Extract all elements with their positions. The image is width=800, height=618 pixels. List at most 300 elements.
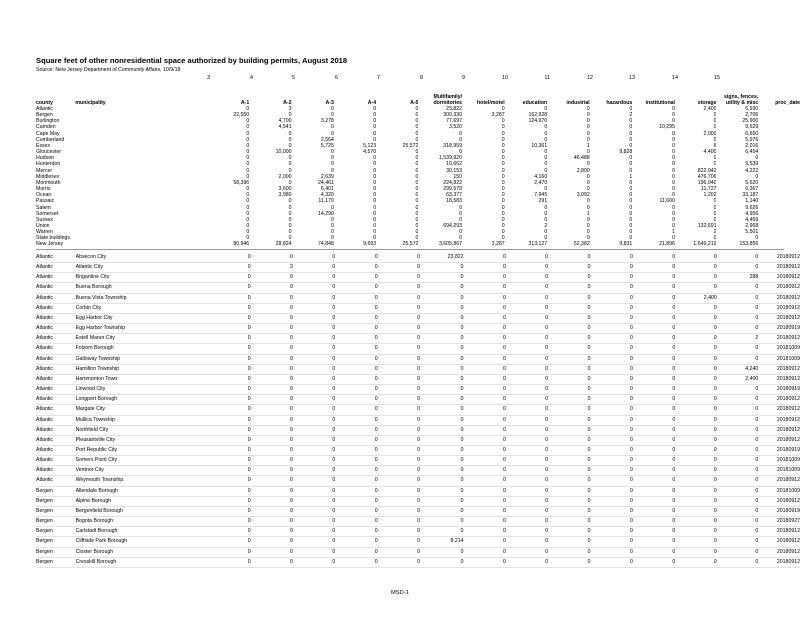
value-cell: 0: [548, 537, 590, 547]
value-cell: 0: [464, 547, 506, 557]
value-cell: 313,127: [528, 241, 548, 248]
value-cell: 0: [420, 496, 464, 506]
proc-date-cell: 20181009: [758, 344, 800, 354]
value-cell: 0: [464, 395, 506, 405]
value-cell: 0: [335, 506, 377, 516]
value-cell: 0: [717, 456, 759, 466]
value-cell: 4,320: [320, 192, 334, 199]
header-signs-line2: utility & misc: [725, 99, 759, 106]
value-cell: 0: [208, 486, 250, 496]
value-cell: 6,367: [745, 186, 759, 193]
value-cell: 0: [506, 527, 548, 537]
value-cell: 0: [506, 253, 548, 263]
county-cell: Atlantic: [36, 263, 76, 273]
value-cell: 1: [629, 173, 633, 180]
value-cell: 0: [633, 547, 675, 557]
value-cell: 0: [335, 334, 377, 344]
value-cell: 0: [506, 374, 548, 384]
value-cell: 0: [633, 293, 675, 303]
proc-date-cell: 20180912: [758, 303, 800, 313]
value-cell: 0: [415, 229, 419, 236]
county-cell: Bergen: [36, 537, 76, 547]
value-cell: 0: [378, 445, 420, 455]
value-cell: 0: [293, 527, 335, 537]
header-municipality: municipality: [75, 99, 106, 106]
value-cell: 0: [459, 229, 463, 236]
value-cell: 0: [591, 496, 633, 506]
value-cell: 0: [378, 364, 420, 374]
value-cell: 0: [335, 273, 377, 283]
county-cell: Bergen: [36, 496, 76, 506]
municipality-cell: Northfield City: [76, 425, 209, 435]
value-cell: 0: [586, 229, 590, 236]
value-cell: 0: [378, 476, 420, 486]
value-cell: 0: [629, 210, 633, 217]
value-cell: 0: [675, 324, 717, 334]
value-cell: 0: [246, 235, 250, 242]
table-row: [36, 344, 800, 354]
value-cell: 0: [251, 496, 293, 506]
value-cell: 0: [717, 425, 759, 435]
value-cell: 0: [672, 222, 675, 229]
value-cell: 0: [373, 186, 377, 193]
col-number: 12: [587, 75, 593, 81]
value-cell: 0: [378, 324, 420, 334]
value-cell: 0: [251, 273, 293, 283]
value-cell: 0: [373, 192, 377, 199]
value-cell: 0: [464, 527, 506, 537]
value-cell: 0: [459, 216, 463, 223]
value-cell: 33,187: [742, 192, 759, 199]
value-cell: 0: [420, 313, 464, 323]
table-row: [36, 557, 800, 567]
value-cell: 2: [713, 229, 717, 236]
value-cell: 476,706: [697, 173, 717, 180]
value-cell: 0: [506, 303, 548, 313]
value-cell: 0: [501, 204, 505, 211]
header-a3: A-3: [325, 99, 334, 106]
value-cell: 0: [459, 149, 463, 156]
value-cell: 0: [293, 303, 335, 313]
value-cell: 0: [548, 374, 590, 384]
table-row: [36, 496, 800, 506]
value-cell: 0: [420, 466, 464, 476]
value-cell: 0: [506, 486, 548, 496]
value-cell: 0: [633, 466, 675, 476]
value-cell: 0: [591, 313, 633, 323]
value-cell: 77,697: [446, 118, 463, 125]
col-number: 10: [502, 75, 508, 81]
value-cell: 0: [544, 124, 548, 131]
value-cell: 0: [373, 118, 377, 125]
value-cell: 0: [373, 112, 377, 119]
value-cell: 0: [246, 229, 250, 236]
value-cell: 0: [208, 527, 250, 537]
municipality-cell: Weymouth Township: [76, 476, 209, 486]
value-cell: 0: [548, 273, 590, 283]
value-cell: 0: [288, 198, 292, 205]
value-cell: 0: [420, 435, 464, 445]
value-cell: 0: [330, 130, 334, 137]
value-cell: 0: [464, 405, 506, 415]
value-cell: 0: [501, 149, 505, 156]
value-cell: 0: [544, 130, 548, 137]
value-cell: 0: [591, 324, 633, 334]
value-cell: 0: [629, 167, 633, 174]
value-cell: 0: [672, 167, 675, 174]
value-cell: 0: [464, 486, 506, 496]
county-cell: Hunterdon: [36, 161, 61, 168]
table-row: [36, 466, 800, 476]
county-cell: Atlantic: [36, 344, 76, 354]
value-cell: 0: [675, 476, 717, 486]
value-cell: 0: [544, 229, 548, 236]
value-cell: 0: [717, 557, 759, 567]
value-cell: 0: [251, 364, 293, 374]
value-cell: 0: [335, 496, 377, 506]
page-title: Square feet of other nonresidential space authorized by building permits, August 2018: [36, 56, 348, 65]
value-cell: 0: [501, 130, 505, 137]
value-cell: 0: [293, 425, 335, 435]
value-cell: 0: [633, 324, 675, 334]
value-cell: 9,629: [745, 124, 759, 131]
value-cell: 0: [420, 385, 464, 395]
value-cell: 0: [330, 229, 334, 236]
proc-date-cell: 20180912: [758, 364, 800, 374]
value-cell: 0: [378, 557, 420, 567]
value-cell: 0: [629, 106, 633, 112]
proc-date-cell: 20180912: [758, 547, 800, 557]
value-cell: 0: [464, 476, 506, 486]
value-cell: 0: [633, 476, 675, 486]
table-row: [36, 283, 800, 293]
header-hotel: hotel/motel: [476, 99, 505, 106]
proc-date-cell: 20181009: [758, 466, 800, 476]
value-cell: 0: [378, 517, 420, 527]
value-cell: 0: [591, 456, 633, 466]
value-cell: 0: [629, 222, 633, 229]
value-cell: 0: [208, 364, 250, 374]
value-cell: 0: [251, 303, 293, 313]
value-cell: 3,287: [491, 112, 505, 119]
value-cell: 0: [675, 313, 717, 323]
municipality-cell: Folsom Borough: [76, 344, 209, 354]
value-cell: 0: [675, 263, 717, 273]
value-cell: 1,140: [745, 198, 759, 205]
value-cell: 0: [675, 395, 717, 405]
value-cell: 0: [713, 118, 717, 125]
value-cell: 0: [335, 385, 377, 395]
value-cell: 0: [717, 395, 759, 405]
value-cell: 0: [415, 167, 419, 174]
municipality-cell: Buena Vista Township: [76, 293, 209, 303]
value-cell: 0: [591, 263, 633, 273]
value-cell: 58,396: [233, 179, 250, 186]
value-cell: 25,572: [402, 241, 419, 248]
county-cell: Atlantic: [36, 425, 76, 435]
value-cell: 0: [501, 167, 505, 174]
summary-row: [36, 241, 800, 247]
value-cell: 153,856: [739, 241, 759, 248]
value-cell: 0: [506, 293, 548, 303]
value-cell: 1,202: [703, 192, 717, 199]
value-cell: 0: [717, 476, 759, 486]
value-cell: 0: [330, 149, 334, 156]
value-cell: 2,564: [320, 136, 334, 143]
value-cell: 2,000: [703, 130, 717, 137]
value-cell: 0: [208, 313, 250, 323]
value-cell: 0: [251, 547, 293, 557]
value-cell: 0: [633, 425, 675, 435]
value-cell: 0: [330, 167, 334, 174]
value-cell: 0: [208, 283, 250, 293]
value-cell: 2,470: [534, 179, 548, 186]
value-cell: 0: [335, 313, 377, 323]
municipality-cell: Linwood City: [76, 385, 209, 395]
value-cell: 0: [501, 155, 505, 162]
source-note: Source: New Jersey Department of Community Affairs, 10/9/18: [36, 67, 181, 73]
value-cell: 0: [208, 324, 250, 334]
value-cell: 0: [373, 167, 377, 174]
header-multifamily: [418, 88, 462, 106]
value-cell: 0: [548, 506, 590, 516]
county-cell: Gloucester: [36, 149, 62, 156]
value-cell: 0: [293, 496, 335, 506]
proc-date-cell: 20180912: [758, 334, 800, 344]
table-row: [36, 303, 800, 313]
municipality-cell: Port Republic City: [76, 445, 209, 455]
value-cell: 0: [675, 527, 717, 537]
value-cell: 0: [251, 334, 293, 344]
value-cell: 0: [464, 496, 506, 506]
value-cell: 0: [459, 136, 463, 143]
value-cell: 0: [293, 344, 335, 354]
value-cell: 0: [501, 222, 505, 229]
value-cell: 0: [420, 476, 464, 486]
value-cell: 1,539,920: [438, 155, 463, 162]
table-row: [36, 445, 800, 455]
value-cell: 0: [548, 445, 590, 455]
value-cell: 0: [548, 263, 590, 273]
table-row: [36, 354, 800, 364]
value-cell: 0: [591, 253, 633, 263]
value-cell: 0: [208, 547, 250, 557]
municipality-cell: Hamilton Township: [76, 364, 209, 374]
value-cell: 0: [464, 273, 506, 283]
value-cell: 0: [373, 179, 377, 186]
value-cell: 0: [330, 161, 334, 168]
value-cell: 0: [464, 313, 506, 323]
value-cell: 0: [672, 142, 675, 149]
value-cell: 6,454: [745, 149, 759, 156]
header-a1: A-1: [240, 99, 250, 106]
proc-date-cell: 20180912: [758, 527, 800, 537]
value-cell: 0: [717, 537, 759, 547]
value-cell: 0: [378, 374, 420, 384]
value-cell: 150: [453, 173, 463, 180]
value-cell: 0: [506, 344, 548, 354]
value-cell: 0: [633, 395, 675, 405]
value-cell: 0: [633, 527, 675, 537]
value-cell: 0: [629, 161, 633, 168]
value-cell: 0: [293, 273, 335, 283]
value-cell: 0: [251, 486, 293, 496]
value-cell: 0: [544, 235, 548, 242]
value-cell: 0: [506, 506, 548, 516]
value-cell: 0: [335, 476, 377, 486]
value-cell: 3,600: [278, 186, 292, 193]
value-cell: 0: [629, 118, 633, 125]
header-multifamily-line2: dormitories: [433, 99, 463, 106]
value-cell: 0: [378, 263, 420, 273]
table-row: [36, 374, 800, 384]
value-cell: 2,400: [717, 374, 759, 384]
value-cell: 0: [378, 486, 420, 496]
value-cell: 0: [548, 253, 590, 263]
value-cell: 0: [675, 283, 717, 293]
municipality-cell: Atlantic City: [76, 263, 209, 273]
value-cell: 0: [378, 527, 420, 537]
value-cell: 318,959: [443, 142, 463, 149]
municipality-cell: Ventnor City: [76, 466, 209, 476]
value-cell: 0: [717, 547, 759, 557]
value-cell: 0: [246, 167, 250, 174]
value-cell: 0: [506, 364, 548, 374]
value-cell: 0: [591, 405, 633, 415]
value-cell: 0: [330, 204, 334, 211]
value-cell: 0: [335, 364, 377, 374]
value-cell: 0: [591, 425, 633, 435]
value-cell: 0: [420, 527, 464, 537]
value-cell: 0: [251, 313, 293, 323]
county-cell: Bergen: [36, 112, 53, 119]
value-cell: 0: [591, 395, 633, 405]
column-number-row: [0, 75, 800, 84]
value-cell: 0: [251, 517, 293, 527]
value-cell: 0: [293, 263, 335, 273]
value-cell: 0: [586, 173, 590, 180]
value-cell: 0: [717, 445, 759, 455]
value-cell: 0: [501, 198, 505, 205]
value-cell: 4,541: [278, 124, 292, 131]
value-cell: 0: [633, 263, 675, 273]
value-cell: 0: [506, 385, 548, 395]
county-cell: Camden: [36, 124, 56, 131]
municipality-cell: Alpine Borough: [76, 496, 209, 506]
value-cell: 9,828: [619, 149, 633, 156]
value-cell: 0: [293, 324, 335, 334]
table-row: [36, 476, 800, 486]
county-cell: Bergen: [36, 557, 76, 567]
value-cell: 0: [548, 415, 590, 425]
value-cell: 11,170: [318, 198, 334, 205]
value-cell: 0: [586, 179, 590, 186]
value-cell: 0: [675, 354, 717, 364]
value-cell: 0: [246, 210, 250, 217]
value-cell: 0: [246, 204, 250, 211]
value-cell: 0: [293, 253, 335, 263]
value-cell: 0: [251, 445, 293, 455]
value-cell: 9,831: [619, 241, 633, 248]
value-cell: 0: [330, 124, 334, 131]
value-cell: 80,946: [233, 241, 250, 248]
value-cell: 0: [672, 192, 675, 199]
value-cell: 0: [415, 149, 419, 156]
value-cell: 18,583: [446, 198, 463, 205]
col-number: 3: [207, 75, 210, 81]
col-number: 11: [544, 75, 550, 81]
value-cell: 0: [501, 235, 505, 242]
value-cell: 14,290: [317, 210, 334, 217]
value-cell: 0: [251, 354, 293, 364]
value-cell: 0: [251, 253, 293, 263]
value-cell: 822,042: [697, 167, 717, 174]
value-cell: 0: [415, 198, 419, 205]
value-cell: 0: [633, 435, 675, 445]
value-cell: 0: [717, 313, 759, 323]
value-cell: 0: [672, 106, 675, 112]
value-cell: 30,153: [446, 167, 463, 174]
value-cell: 0: [713, 198, 717, 205]
county-cell: Atlantic: [36, 374, 76, 384]
col-number: 13: [629, 75, 635, 81]
value-cell: 0: [717, 496, 759, 506]
value-cell: 5,976: [745, 136, 759, 143]
value-cell: 0: [717, 405, 759, 415]
value-cell: 0: [506, 273, 548, 283]
value-cell: 0: [420, 344, 464, 354]
value-cell: 0: [293, 456, 335, 466]
value-cell: 0: [548, 405, 590, 415]
value-cell: 0: [459, 204, 463, 211]
value-cell: 0: [506, 435, 548, 445]
value-cell: 0: [288, 210, 292, 217]
value-cell: 10,000: [275, 149, 292, 156]
municipality-cell: Cresskill Borough: [76, 557, 209, 567]
col-number: 9: [462, 75, 465, 81]
value-cell: 0: [717, 435, 759, 445]
county-cell: Atlantic: [36, 334, 76, 344]
value-cell: 0: [251, 293, 293, 303]
county-cell: Atlantic: [36, 293, 76, 303]
value-cell: 0: [415, 204, 419, 211]
value-cell: 0: [335, 445, 377, 455]
value-cell: 0: [548, 334, 590, 344]
summary-body: [36, 106, 800, 248]
value-cell: 0: [415, 130, 419, 137]
value-cell: 0: [548, 313, 590, 323]
table-row: [36, 293, 800, 303]
value-cell: 0: [246, 124, 250, 131]
value-cell: 8,214: [420, 537, 464, 547]
value-cell: 0: [506, 466, 548, 476]
value-cell: 0: [373, 216, 377, 223]
value-cell: 0: [208, 273, 250, 283]
value-cell: 0: [251, 425, 293, 435]
table-row: [36, 527, 800, 537]
value-cell: 0: [420, 425, 464, 435]
value-cell: 0: [586, 112, 590, 119]
value-cell: 0: [672, 179, 675, 186]
value-cell: 0: [629, 142, 633, 149]
value-cell: 0: [633, 303, 675, 313]
value-cell: 0: [675, 374, 717, 384]
value-cell: 0: [672, 216, 675, 223]
value-cell: 0: [713, 161, 717, 168]
col-number: 6: [335, 75, 338, 81]
value-cell: 0: [293, 506, 335, 516]
value-cell: 24,461: [317, 179, 334, 186]
